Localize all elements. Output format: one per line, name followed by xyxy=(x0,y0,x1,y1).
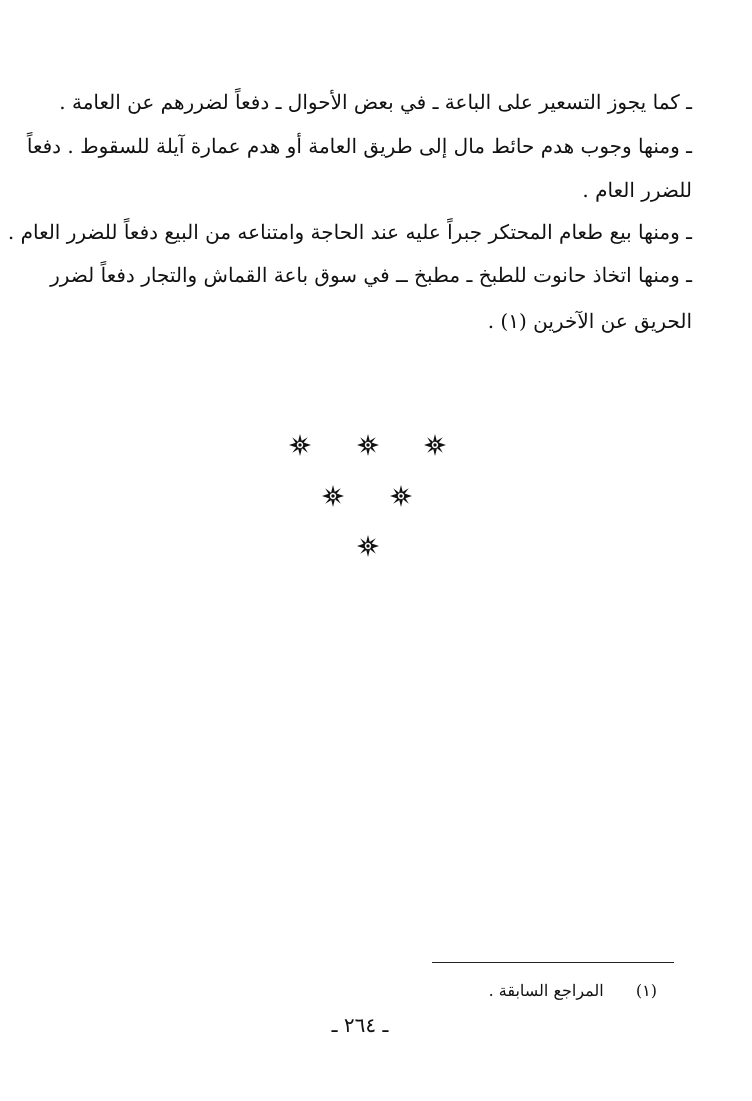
page-number: ـ ٢٦٤ ـ xyxy=(331,1013,389,1037)
footnote-marker: (١) xyxy=(635,981,657,1000)
eight-point-star-icon xyxy=(289,434,311,456)
paragraph-line-6: الحريق عن الآخرين (١) . xyxy=(487,309,692,333)
eight-point-star-icon xyxy=(424,434,446,456)
paragraph-line-1: ـ كما يجوز التسعير على الباعة ـ في بعض الأحوال ـ دفعاً لضررهم عن العامة . xyxy=(59,90,692,114)
paragraph-line-3: للضرر العام . xyxy=(582,178,692,202)
footnote xyxy=(357,981,657,1001)
eight-point-star-icon xyxy=(357,434,379,456)
paragraph-line-5: ـ ومنها اتخاذ حانوت للطبخ ـ مطبخ ــ في سوق باعة القماش والتجار دفعاً لضرر xyxy=(50,263,692,287)
paragraph-line-4: ـ ومنها بيع طعام المحتكر جبراً عليه عند الحاجة وامتناعه من البيع دفعاً للضرر العام . xyxy=(7,220,692,244)
eight-point-star-icon xyxy=(357,535,379,557)
eight-point-star-icon xyxy=(390,485,412,507)
paragraph-line-2: ـ ومنها وجوب هدم حائط مال إلى طريق العامة أو هدم عمارة آيلة للسقوط . دفعاً xyxy=(26,134,692,158)
footnote-separator xyxy=(432,962,674,963)
footnote-text: المراجع السابقة . xyxy=(488,981,604,1000)
eight-point-star-icon xyxy=(322,485,344,507)
